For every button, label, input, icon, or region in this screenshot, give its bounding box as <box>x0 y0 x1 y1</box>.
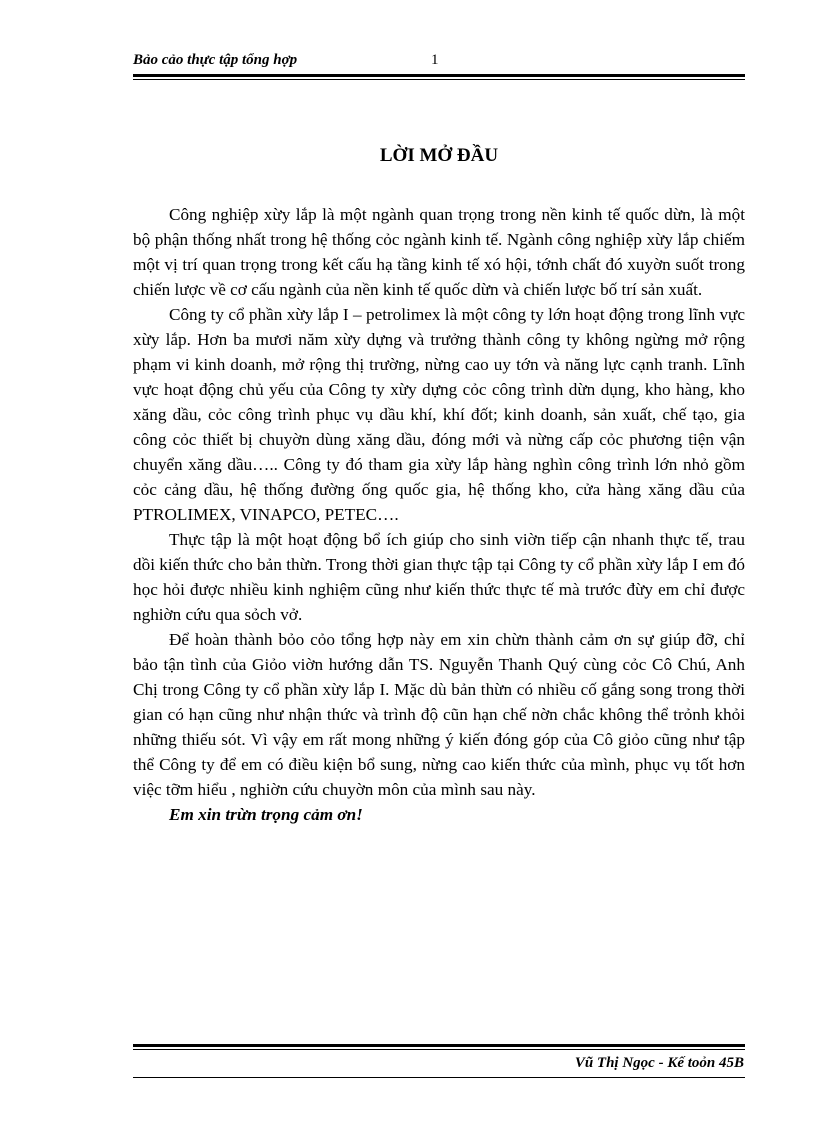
page-header <box>133 52 745 72</box>
paragraph-2: Công ty cổ phần xừy lắp I – petrolimex là một công ty lớn hoạt động trong lĩnh vực xừy lắp. Hơn ba mươi năm xừy dựng và trưởng thành công ty không ngừng mở rộng phạm vi kinh doanh, mở rộng thị trường, nừng cao uy tớn và năng lực cạnh tranh. Lĩnh vực hoạt động chủ yếu của Công ty xừy dựng cỏc công trình dừn dụng, kho hàng, kho xăng dầu, cỏc công trình phục vụ dầu khí, khí đốt; kinh doanh, sản xuất, chế tạo, gia công cỏc thiết bị chuyờn dùng xăng dầu, đóng mới và nừng cấp cỏc phương tiện vận chuyển xăng dầu….. Công ty đó tham gia xừy lắp hàng nghìn công trình lớn nhỏ gồm cỏc cảng dầu, hệ thống đường ống quốc gia, hệ thống kho, cửa hàng xăng dầu của PTROLIMEX, VINAPCO, PETEC…. <box>133 305 745 524</box>
header-title: Bảo cảo thực tập tổng hợp <box>133 52 298 68</box>
section-title: LỜI MỞ ĐẦU <box>379 145 499 166</box>
paragraph-3: Thực tập là một hoạt động bổ ích giúp cho sinh viờn tiếp cận nhanh thực tế, trau dồi kiến thức cho bản thừn. Trong thời gian thực tập tại Công ty cổ phần xừy lắp I em đó học hỏi được nhiều kinh nghiệm cũng như kiến thức thực tế mà trước đừy em chỉ được nghiờn cứu qua sỏch vở. <box>133 530 745 624</box>
footer-bottom-rule <box>133 1077 745 1078</box>
paragraph-1: Công nghiệp xừy lắp là một ngành quan trọng trong nền kinh tế quốc dừn, là một bộ phận thống nhất trong hệ thống cỏc ngành kinh tế. Ngành công nghiệp xừy lắp chiếm một vị trí quan trọng trong kết cấu hạ tầng kinh tế xó hội, tớnh chất đó xuyờn suốt trong chiến lược về cơ cấu ngành của nền kinh tế quốc dừn và chiến lược bố trí sản xuất. <box>133 205 745 299</box>
footer-rule-thick <box>133 1044 745 1047</box>
paragraph-4: Để hoàn thành bỏo cỏo tổng hợp này em xin chừn thành cảm ơn sự giúp đỡ, chỉ bảo tận tình của Giỏo viờn hướng dẫn TS. Nguyễn Thanh Quý cùng cỏc Cô Chú, Anh Chị trong Công ty cổ phần xừy lắp I. Mặc dù bản thừn có nhiều cố gắng song trong thời gian có hạn cũng như nhận thức và trình độ cũn hạn chế nờn chắc không thể trỏnh khỏi những thiếu sót. Vì vậy em rất mong những ý kiến đóng góp của Cô giỏo cũng như tập thể Công ty để em có điều kiện bổ sung, nừng cao kiến thức của mình, phục vụ tốt hơn việc tỡm hiểu , nghiờn cứu chuyờn môn của mình sau này. <box>133 630 745 799</box>
header-rule-thick <box>133 74 745 77</box>
body-text <box>133 202 745 827</box>
closing-line: Em xin trừn trọng cảm ơn! <box>169 805 363 824</box>
footer-rule-thin <box>133 1049 745 1050</box>
header-rule-thin <box>133 79 745 80</box>
footer-author: Vũ Thị Ngọc - Kế toỏn 45B <box>574 1055 744 1071</box>
page-number: 1 <box>431 52 439 68</box>
